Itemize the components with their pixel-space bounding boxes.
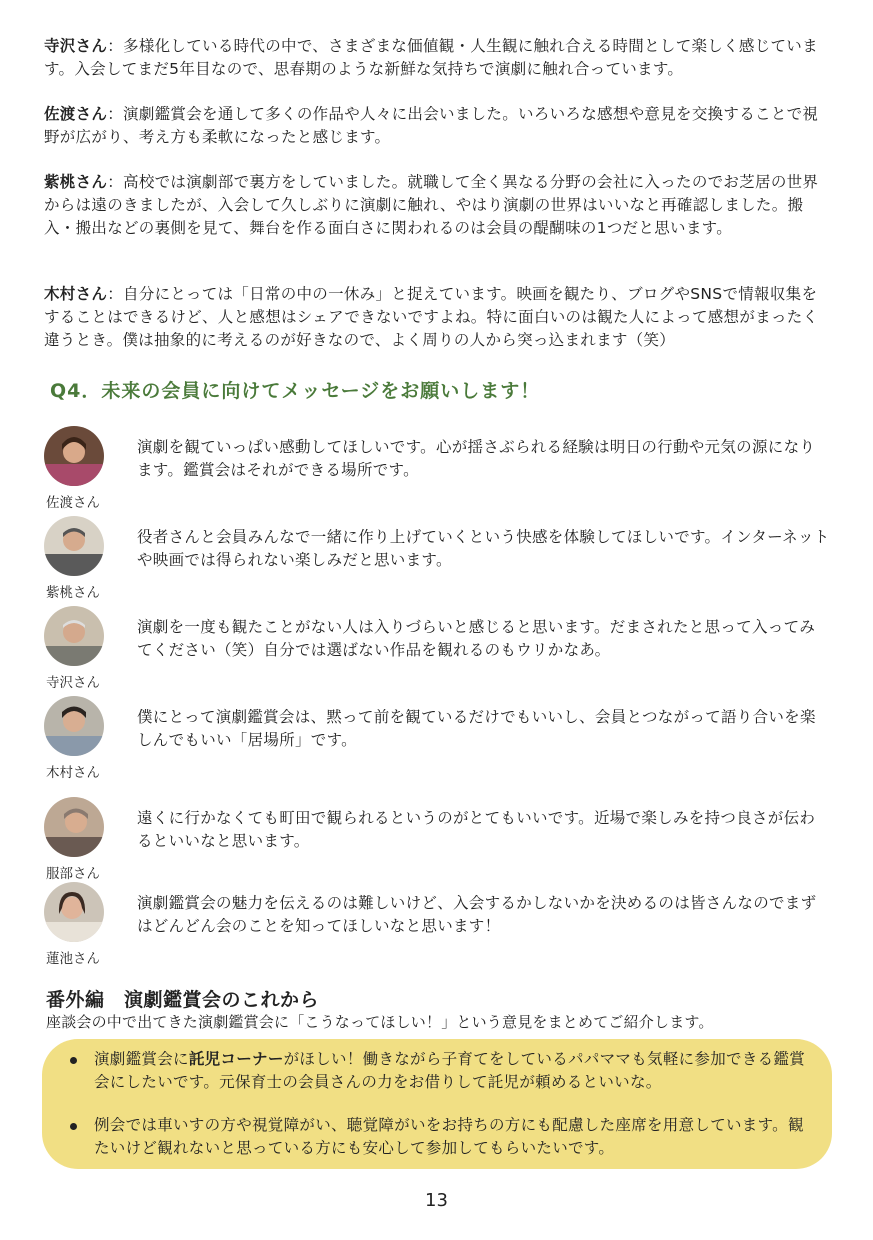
avatar-photo [44, 426, 104, 486]
speaker-name: 紫桃さん [44, 173, 108, 191]
bangai-intro: 座談会の中で出てきた演劇鑑賞会に「こうなってほしい！」という意見をまとめてご紹介します。 [46, 1013, 714, 1031]
interview-text: 高校では演劇部で裏方をしていました。就職して全く異なる分野の会社に入ったのでお芝居の世界からは遠のきましたが、入会して久しぶりに演劇に触れ、やはり演劇の世界はいいなと再確認しました。搬入・搬出などの裏側を見て、舞台を作る面白さに関われるのは会員の醍醐味の1つだと思います。 [44, 173, 819, 237]
wishlist-item: 例会では車いすの方や視覚障がい、聴覚障がいをお持ちの方にも配慮した座席を用意しています。観たいけど観れないと思っている方にも安心して参加してもらいたいです。 [68, 1114, 808, 1160]
avatar-photo [44, 606, 104, 666]
interview-text: 自分にとっては「日常の中の一休み」と捉えています。映画を観たり、ブログやSNSで情報収集をすることはできるけど、人と感想はシェアできないですよね。特に面白いのは観た人によって感想がまったく違うとき。僕は抽象的に考えるのが好きなので、よく周りの人から突っ込まれます（笑） [44, 285, 819, 349]
avatar-photo [44, 797, 104, 857]
message-item [40, 606, 830, 691]
avatar-name: 佐渡さん [46, 495, 100, 511]
avatar-name: 寺沢さん [46, 675, 100, 691]
message-item [40, 882, 830, 967]
avatar-photo [44, 882, 104, 942]
interview-text: 演劇鑑賞会を通して多くの作品や人々に出会いました。いろいろな感想や意見を交換することで視野が広がり、考え方も柔軟になったと感じます。 [44, 105, 819, 146]
highlight-text: 託児コーナー [188, 1050, 284, 1068]
speaker-name: 寺沢さん [44, 37, 108, 55]
message-text: 演劇を観ていっぱい感動してほしいです。心が揺さぶられる経験は明日の行動や元気の源になります。鑑賞会はそれができる場所です。 [137, 438, 816, 479]
interview-text: 多様化している時代の中で、さまざまな価値観・人生観に触れ合える時間として楽しく感じています。入会してまだ5年目なので、思春期のような新鮮な気持ちで演劇に触れ合っています。 [44, 37, 818, 78]
speaker-name: 佐渡さん [44, 105, 108, 123]
page-number: 13 [425, 1190, 448, 1211]
avatar-name: 木村さん [46, 765, 100, 781]
avatar-name: 紫桃さん [46, 585, 100, 601]
avatar-photo [44, 516, 104, 576]
bullet-dot [70, 1123, 77, 1130]
message-text: 演劇を一度も観たことがない人は入りづらいと感じると思います。だまされたと思って入ってみてください（笑）自分では選ばない作品を観れるのもウリかなあ。 [137, 618, 816, 659]
message-text: 演劇鑑賞会の魅力を伝えるのは難しいけど、入会するかしないかを決めるのは皆さんなのでまずはどんどん会のことを知ってほしいなと思います！ [137, 894, 817, 935]
message-item [40, 516, 830, 601]
bangai-heading: 番外編 演劇鑑賞会のこれから [46, 989, 320, 1011]
message-text: 遠くに行かなくても町田で観られるというのがとてもいいです。近場で楽しみを持つ良さが伝わるといいなと思います。 [137, 809, 816, 850]
speaker-name: 木村さん [44, 285, 108, 303]
wishlist-item: 演劇鑑賞会に託児コーナーがほしい！働きながら子育てをしているパパママも気軽に参加できる鑑賞会にしたいです。元保育士の会員さんの力をお借りして託児が頼めるといいな。 [68, 1048, 808, 1094]
interview-kimura: 木村さん：自分にとっては「日常の中の一休み」と捉えています。映画を観たり、ブログやSNSで情報収集をすることはできるけど、人と感想はシェアできないですよね。特に面白いのは観た人によって感想がまったく違うとき。僕は抽象的に考えるのが好きなので、よく周りの人から突っ込まれます（笑） [44, 285, 819, 349]
interview-sado: 佐渡さん：演劇鑑賞会を通して多くの作品や人々に出会いました。いろいろな感想や意見を交換することで視野が広がり、考え方も柔軟になったと感じます。 [44, 105, 819, 146]
avatar-photo [44, 696, 104, 756]
avatar-name: 服部さん [46, 866, 100, 882]
wishlist-box [42, 1039, 832, 1169]
avatar-name: 蓮池さん [46, 951, 100, 967]
message-item [40, 696, 830, 781]
interview-shito: 紫桃さん：高校では演劇部で裏方をしていました。就職して全く異なる分野の会社に入ったのでお芝居の世界からは遠のきましたが、入会して久しぶりに演劇に触れ、やはり演劇の世界はいいなと再確認しました。搬入・搬出などの裏側を見て、舞台を作る面白さに関われるのは会員の醍醐味の1つだと思います。 [44, 173, 819, 237]
message-item [40, 426, 830, 511]
q4-heading: Q4．未来の会員に向けてメッセージをお願いします！ [50, 380, 541, 402]
message-item [40, 797, 830, 882]
message-text: 僕にとって演劇鑑賞会は、黙って前を観ているだけでもいいし、会員とつながって語り合いを楽しんでもいい「居場所」です。 [137, 708, 816, 749]
bullet-dot [70, 1057, 77, 1064]
message-text: 役者さんと会員みんなで一緒に作り上げていくという快感を体験してほしいです。インターネットや映画では得られない楽しみだと思います。 [137, 528, 830, 569]
interview-terasawa: 寺沢さん：多様化している時代の中で、さまざまな価値観・人生観に触れ合える時間として楽しく感じています。入会してまだ5年目なので、思春期のような新鮮な気持ちで演劇に触れ合っています。 [44, 37, 818, 78]
